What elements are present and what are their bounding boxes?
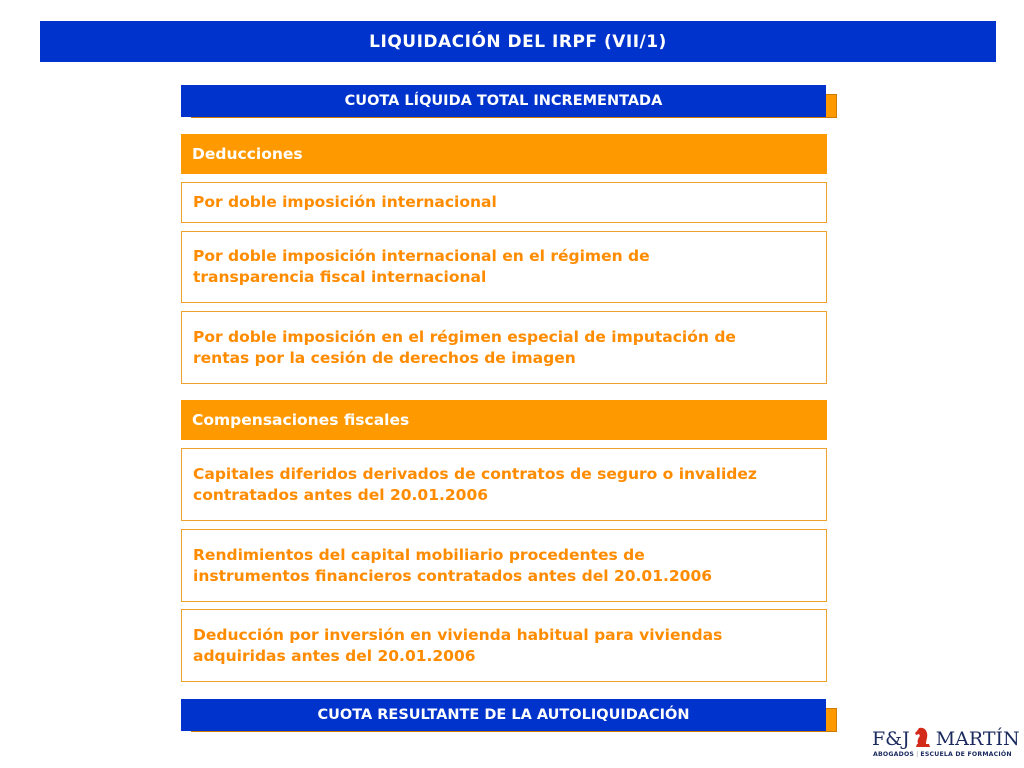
logo-separator: |: [916, 751, 919, 758]
compensacion-item-label: Rendimientos del capital mobiliario procedentes de instrumentos financieros contratados antes del 20.01.2006: [193, 545, 713, 585]
logo-tagline: [873, 751, 1012, 758]
compensacion-item-label: Deducción por inversión en vivienda habitual para viviendas adquiridas antes del 20.01.2006: [193, 625, 723, 665]
deduccion-item-label: Por doble imposición internacional en el régimen de transparencia fiscal internacional: [193, 247, 650, 286]
logo-sub-right: ESCUELA DE FORMACIÓN: [920, 751, 1012, 758]
logo-wordmark: [872, 725, 1020, 750]
compensacion-item-label: Capitales diferidos derivados de contratos de seguro o invalidez contratados antes del 20.01.2006: [193, 464, 757, 504]
logo-left-text: F&J: [872, 728, 910, 750]
deduccion-item: [181, 311, 827, 384]
compensacion-item: [181, 529, 827, 602]
logo-right-text: MARTÍN: [935, 728, 1020, 750]
bottom-banner: [181, 699, 837, 733]
compensacion-item: [181, 609, 827, 682]
bottom-banner-label: CUOTA RESULTANTE DE LA AUTOLIQUIDACIÓN: [181, 699, 826, 731]
compensaciones-header: Compensaciones fiscales: [181, 400, 827, 440]
compensacion-item: [181, 448, 827, 521]
page-title: LIQUIDACIÓN DEL IRPF (VII/1): [40, 21, 996, 62]
deduccion-item: [181, 182, 827, 223]
logo-sub-left: ABOGADOS: [873, 751, 915, 758]
knight-icon: [912, 725, 934, 749]
deducciones-header: Deducciones: [181, 134, 827, 174]
company-logo: [872, 719, 1020, 761]
deduccion-item: [181, 231, 827, 303]
top-banner: [181, 85, 837, 119]
top-banner-label: CUOTA LÍQUIDA TOTAL INCREMENTADA: [181, 85, 826, 117]
deduccion-item-label: Por doble imposición en el régimen especial de imputación de rentas por la cesión de derechos de imagen: [193, 327, 736, 367]
deduccion-item-label: Por doble imposición internacional: [193, 193, 497, 211]
